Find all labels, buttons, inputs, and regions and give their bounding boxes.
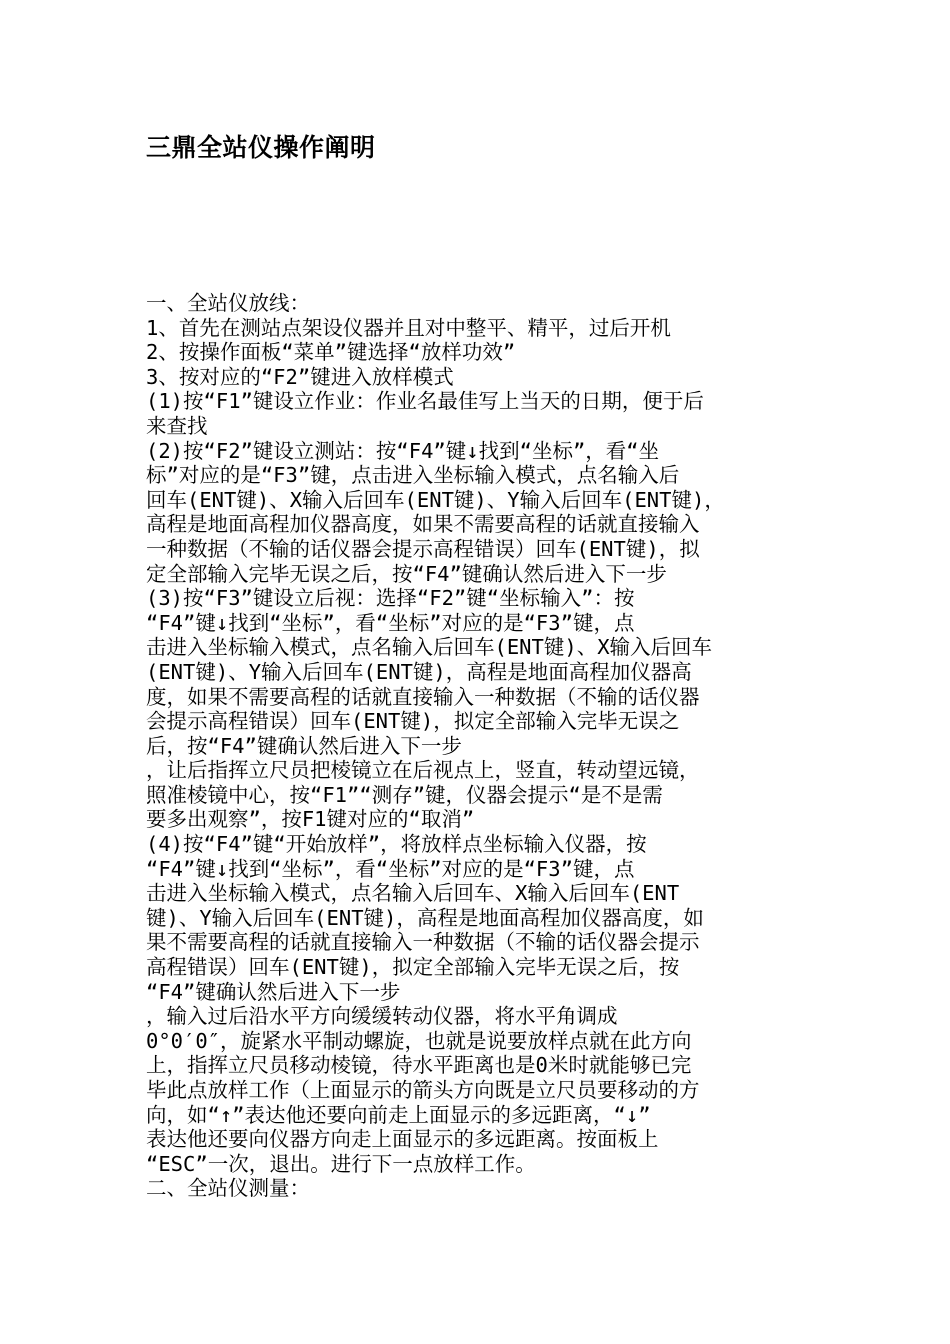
substep-3-line: “F4”键↓找到“坐标”，看“坐标”对应的是“F3”键，点 <box>146 610 635 635</box>
step-2-line: 2、按操作面板“菜单”键选择“放样功效” <box>146 340 516 365</box>
substep-4-line: 果不需要高程的话就直接输入一种数据（不输的话仪器会提示 <box>146 930 700 955</box>
substep-4-line: 高程错误）回车(ENT键)，拟定全部输入完毕无误之后，按 <box>146 955 680 980</box>
backsight-line: ，让后指挥立尺员把棱镜立在后视点上，竖直，转动望远镜， <box>146 758 700 783</box>
substep-3-line: 会提示高程错误）回车(ENT键)，拟定全部输入完毕无误之 <box>146 709 680 734</box>
stakeout-line: 向，如“↑”表达他还要向前走上面显示的多远距离，“↓” <box>146 1102 651 1127</box>
substep-3-line: (ENT键)、Y输入后回车(ENT键)，高程是地面高程加仪器高 <box>146 659 692 684</box>
substep-2-line: 标”对应的是“F3”键，点击进入坐标输入模式，点名输入后 <box>146 463 680 488</box>
substep-4-line: 击进入坐标输入模式，点名输入后回车、X输入后回车(ENT <box>146 881 680 906</box>
section-heading-setting-out: 一、全站仪放线： <box>146 291 310 315</box>
document-body <box>146 291 806 1201</box>
substep-3-line: (3)按“F3”键设立后视：选择“F2”键“坐标输入”：按 <box>146 586 635 611</box>
document-title: 三鼎全站仪操作阐明 <box>146 133 376 162</box>
substep-4-line: (4)按“F4”键“开始放样”，将放样点坐标输入仪器，按 <box>146 832 647 857</box>
stakeout-line: 毕此点放样工作（上面显示的箭头方向既是立尺员要移动的方 <box>146 1078 700 1102</box>
stakeout-line: 0°0′0″，旋紧水平制动螺旋，也就是说要放样点就在此方向 <box>146 1028 692 1053</box>
substep-3-line: 击进入坐标输入模式，点名输入后回车(ENT键)、X输入后回车 <box>146 635 713 660</box>
step-3-line: 3、按对应的“F2”键进入放样模式 <box>146 364 454 389</box>
stakeout-line: “ESC”一次，退出。进行下一点放样工作。 <box>146 1151 536 1176</box>
substep-3-line: 后，按“F4”键确认然后进入下一步 <box>146 733 462 758</box>
substep-3-line: 度，如果不需要高程的话就直接输入一种数据（不输的话仪器 <box>146 684 700 709</box>
backsight-line: 要多出观察”，按F1键对应的“取消” <box>146 807 475 832</box>
stakeout-line: 上，指挥立尺员移动棱镜，待水平距离也是0米时就能够已完 <box>146 1053 692 1078</box>
substep-1-line: (1)按“F1”键设立作业：作业名最佳写上当天的日期，便于后 <box>146 389 704 414</box>
stakeout-line: ，输入过后沿水平方向缓缓转动仪器，将水平角调成 <box>146 1004 618 1029</box>
substep-2-line: (2)按“F2”键设立测站：按“F4”键↓找到“坐标”，看“坐 <box>146 438 660 463</box>
substep-2-line: 回车(ENT键)、X输入后回车(ENT键)、Y输入后回车(ENT键)， <box>146 487 725 512</box>
section-heading-measurement: 二、全站仪测量： <box>146 1176 310 1201</box>
substep-4-line: “F4”键确认然后进入下一步 <box>146 979 401 1004</box>
substep-2-line: 定全部输入完毕无误之后，按“F4”键确认然后进入下一步 <box>146 561 667 586</box>
stakeout-line: 表达他还要向仪器方向走上面显示的多远距离。按面板上 <box>146 1127 659 1152</box>
substep-4-line: “F4”键↓找到“坐标”，看“坐标”对应的是“F3”键，点 <box>146 856 635 881</box>
backsight-line: 照准棱镜中心，按“F1”“测存”键，仪器会提示“是不是需 <box>146 782 663 807</box>
substep-4-line: 键)、Y输入后回车(ENT键)，高程是地面高程加仪器高度，如 <box>146 905 704 930</box>
step-1-line: 1、首先在测站点架设仪器并且对中整平、精平，过后开机 <box>146 315 671 340</box>
substep-2-line: 一种数据（不输的话仪器会提示高程错误）回车(ENT键)，拟 <box>146 536 700 561</box>
substep-2-line: 高程是地面高程加仪器高度，如果不需要高程的话就直接输入 <box>146 512 700 537</box>
substep-1-line: 来查找 <box>146 413 208 438</box>
